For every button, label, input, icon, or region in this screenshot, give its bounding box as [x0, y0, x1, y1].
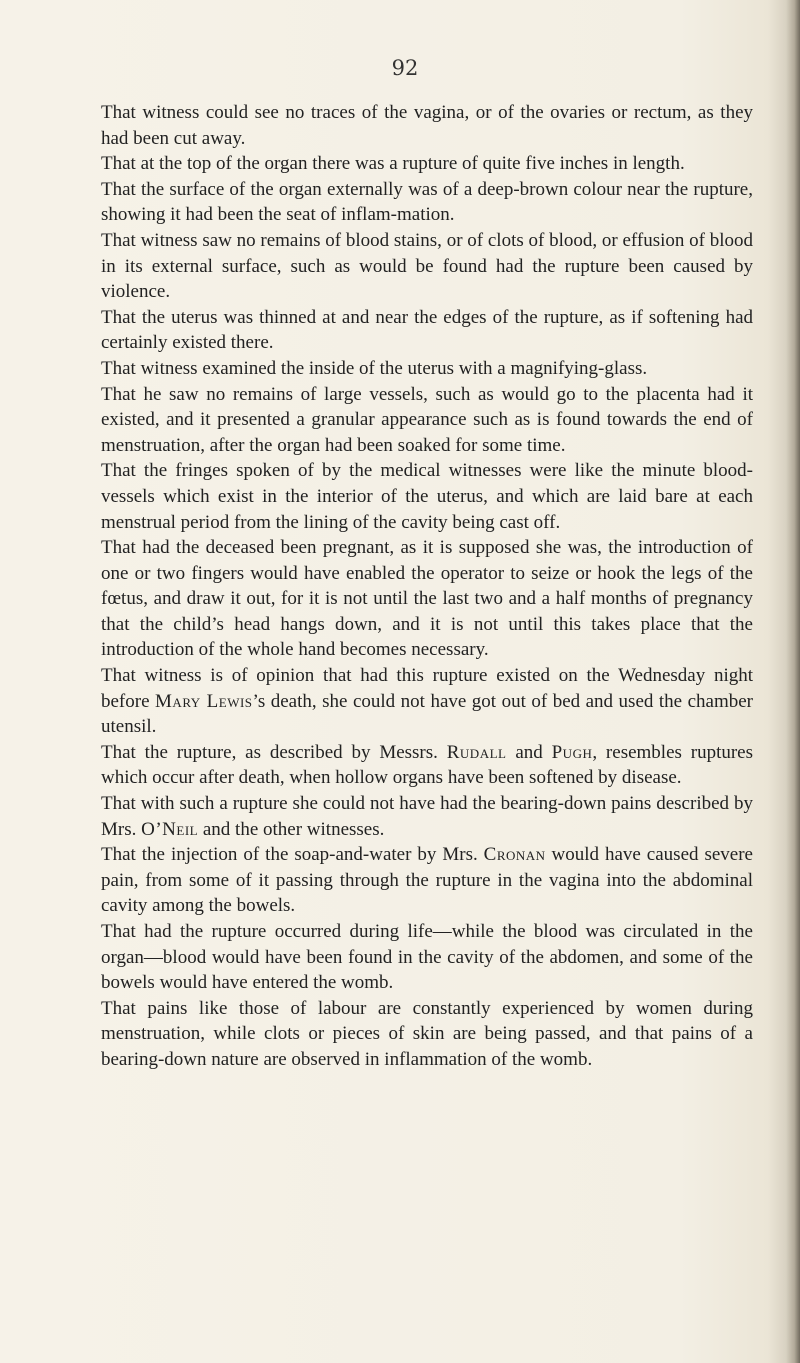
person-name: Pugh	[551, 741, 593, 763]
text-run: That witness examined the inside of the uterus with a magnifying-glass.	[101, 357, 648, 379]
paragraph	[101, 996, 753, 1073]
text-run: That the injection of the soap-and-water by Mrs.	[101, 844, 484, 866]
text-run: That the fringes spoken of by the medical witnesses were like the minute blood-vessels which exist in the interior of the uterus, and which are laid bare at each menstrual period from the lining of the cavity being cast off.	[101, 460, 753, 533]
text-run: That the uterus was thinned at and near the edges of the rupture, as if softening had certainly existed there.	[101, 306, 753, 354]
text-run: That with such a rupture she could not have had the bearing-down pains described by Mrs.	[101, 793, 753, 840]
paragraph	[101, 382, 753, 459]
text-run: , resembles ruptures which occur after death, when hollow organs have been softened by disease.	[101, 741, 754, 789]
person-name: Rudall	[446, 741, 507, 763]
paragraph	[101, 842, 753, 919]
person-name: O’Neil	[141, 818, 199, 840]
page-number: 92	[391, 56, 419, 80]
person-name: Mary Lewis	[155, 690, 253, 712]
paragraph	[101, 100, 753, 151]
page-edge-shadow	[786, 0, 800, 1363]
paragraph	[101, 919, 753, 996]
paragraph	[101, 356, 753, 382]
text-run: That the surface of the organ externally was of a deep-brown colour near the rupture, showing it had been the seat of inflam-mation.	[101, 178, 753, 226]
text-run: That witness could see no traces of the vagina, or of the ovaries or rectum, as they had been cut away.	[101, 102, 753, 149]
paragraph	[101, 177, 753, 228]
body-text	[101, 100, 753, 1073]
text-run: ’s death, she could not have got out of bed and used the chamber utensil.	[101, 690, 754, 738]
text-run: That the rupture, as described by Messrs.	[101, 741, 447, 763]
paragraph	[101, 151, 753, 177]
text-run: That had the rupture occurred during life—while the blood was circulated in the organ—blood would have been found in the cavity of the abdomen, and some of the bowels would have entered the womb.	[101, 921, 753, 994]
text-run: would have caused severe pain, from some of it passing through the rupture in the vagina into the abdominal cavity among the bowels.	[101, 844, 753, 917]
text-run: That he saw no remains of large vessels, such as would go to the placenta had it existed, and it presented a granular appearance such as is found towards the end of menstruation, after the organ had been soaked for some time.	[101, 383, 753, 456]
text-run: That witness is of opinion that had this rupture existed on the Wednesday night before	[101, 665, 753, 712]
paragraph	[101, 663, 753, 740]
paragraph	[101, 791, 753, 842]
text-run: and the other witnesses.	[198, 818, 385, 840]
paragraph	[101, 305, 753, 356]
text-run: That at the top of the organ there was a rupture of quite five inches in length.	[101, 153, 685, 175]
text-run: That pains like those of labour are constantly experienced by women during menstruation, while clots or pieces of skin are being passed, and that pains of a bearing-down nature are observed in inflammation of the womb.	[101, 997, 753, 1070]
paragraph	[101, 458, 753, 535]
text-run: That had the deceased been pregnant, as it is supposed she was, the introduction of one or two fingers would have enabled the operator to seize or hook the legs of the fœtus, and draw it out, for it is not until the last two and a half months of pregnancy that the child’s head hangs down, and it is not until this takes place that the introduction of the whole hand becomes necessary.	[101, 537, 753, 661]
text-run: That witness saw no remains of blood stains, or of clots of blood, or effusion of blood in its external surface, such as would be found had the rupture been caused by violence.	[101, 229, 753, 303]
person-name: Cronan	[483, 844, 546, 866]
paragraph	[101, 740, 753, 791]
paragraph	[101, 535, 753, 663]
text-run: and	[506, 741, 552, 763]
paragraph	[101, 228, 753, 305]
